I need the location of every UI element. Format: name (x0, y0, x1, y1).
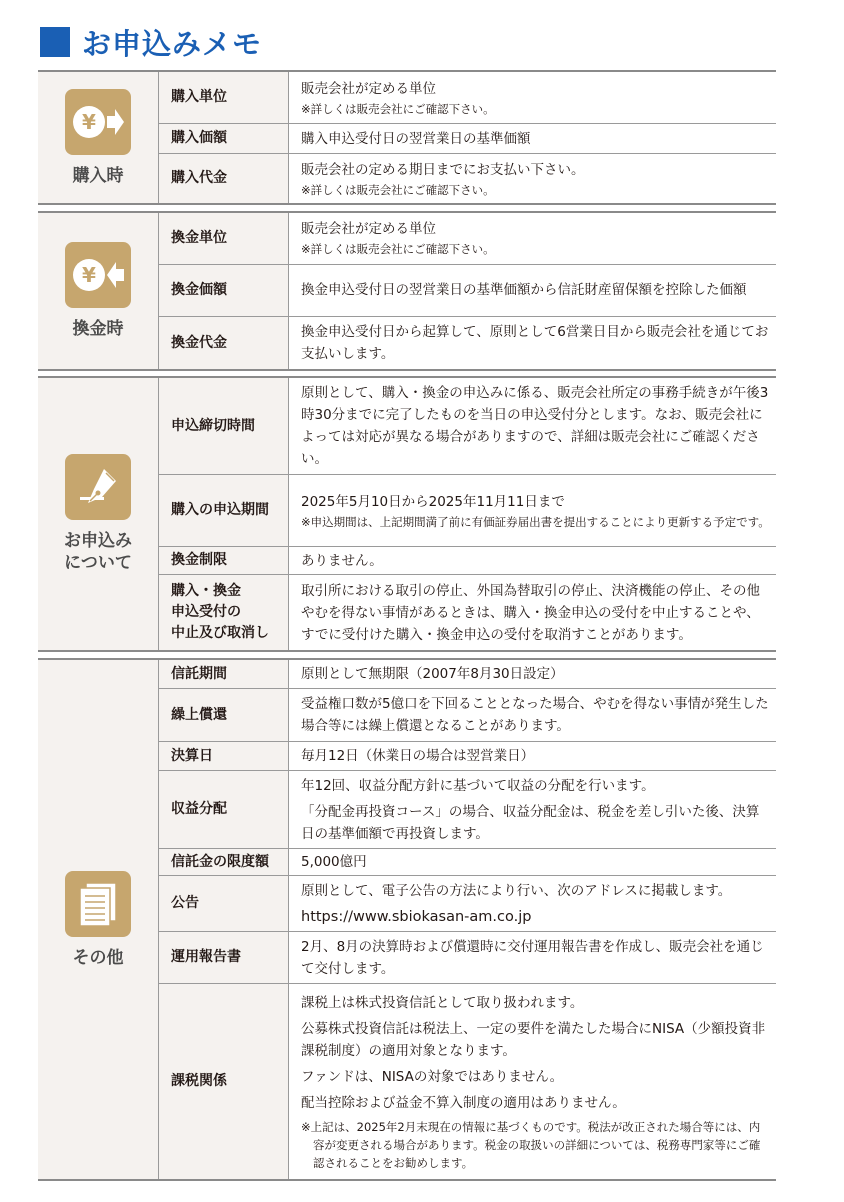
row-label: 信託金の限度額 (159, 849, 289, 875)
svg-text:¥: ¥ (82, 263, 96, 287)
table-row (159, 771, 776, 849)
row-content (289, 984, 776, 1179)
row-text: 換金申込受付日から起算して、原則として6営業日目から販売会社を通じてお支払いします。 (301, 324, 769, 362)
row-label: 公告 (159, 876, 289, 931)
row-label: 購入代金 (159, 154, 289, 203)
row-content (289, 154, 776, 203)
table-row (159, 984, 776, 1179)
page-title-block (40, 22, 262, 62)
row-content (289, 932, 776, 983)
title-square-icon (40, 27, 70, 57)
row-paragraph: 課税上は株式投資信託として取り扱われます。 (301, 994, 584, 1011)
section-rows (159, 660, 776, 1179)
row-label: 換金制限 (159, 547, 289, 574)
row-label: 換金代金 (159, 317, 289, 369)
section-label-cell (38, 378, 159, 650)
row-label: 運用報告書 (159, 932, 289, 983)
row-paragraph: ファンドは、NISAの対象ではありません。 (301, 1068, 564, 1085)
row-content (289, 547, 776, 574)
yen-arrow-in-icon (65, 89, 131, 155)
row-content (289, 849, 776, 875)
website-url: https://www.sbiokasan-am.co.jp (301, 908, 532, 925)
row-paragraph: 原則として、電子公告の方法により行い、次のアドレスに掲載します。 (301, 882, 732, 899)
row-content (289, 124, 776, 153)
row-text: 毎月12日（休業日の場合は翌営業日） (301, 748, 535, 764)
row-text: 取引所における取引の停止、外国為替取引の停止、決済機能の停止、その他やむを得ない事情があるときは、購入・換金申込の受付を中止することや、すでに受付けた購入・換金申込の受付を取消すことがあります。 (301, 582, 760, 643)
table-row (159, 932, 776, 984)
row-content (289, 575, 776, 650)
section-label: お申込み について (64, 531, 132, 573)
row-label: 信託期間 (159, 660, 289, 688)
row-text: 原則として、購入・換金の申込みに係る、販売会社所定の事務手続きが午後3時30分までに完了したものを当日の申込受付分とします。なお、販売会社によっては対応が異なる場合がありますので、詳細は販売会社にご確認ください。 (301, 385, 769, 467)
svg-text:¥: ¥ (82, 109, 96, 134)
table-row (159, 742, 776, 771)
section-label: その他 (72, 947, 124, 968)
row-text: ありません。 (301, 552, 383, 569)
table-row (159, 475, 776, 547)
row-text: 受益権口数が5億口を下回ることとなった場合、やむを得ない事情が発生した場合等には繰上償還となることがあります。 (301, 696, 769, 734)
yen-arrow-out-icon (65, 242, 131, 308)
row-text: 原則として無期限（2007年8月30日設定） (301, 666, 564, 682)
table-row (159, 575, 776, 650)
row-content (289, 265, 776, 317)
row-paragraph: 「分配金再投資コース」の場合、収益分配金は、税金を差し引いた後、決算日の基準価額で再投資します。 (301, 803, 760, 842)
page-title: お申込みメモ (82, 26, 263, 61)
row-text: 5,000億円 (301, 854, 367, 870)
row-note: ※上記は、2025年2月末現在の情報に基づくものです。税法が改正された場合等には、内容が変更される場合があります。税金の取扱いの詳細については、税務専門家等にご確認されることをお勧めします。 (301, 1119, 761, 1170)
document-icon (65, 871, 131, 937)
row-paragraph: 配当控除および益金不算入制度の適用はありません。 (301, 1094, 626, 1111)
row-content (289, 771, 776, 848)
row-label: 換金価額 (159, 265, 289, 317)
row-text: 2月、8月の決算時および償還時に交付運用報告書を作成し、販売会社を通じて交付します。 (301, 938, 764, 977)
table-row (159, 660, 776, 689)
row-note: ※詳しくは販売会社にご確認下さい。 (301, 182, 495, 197)
row-text: 販売会社が定める単位 (301, 80, 436, 97)
row-label: 繰上償還 (159, 689, 289, 741)
row-label: 課税関係 (159, 984, 289, 1179)
row-content (289, 876, 776, 931)
row-text: 2025年5月10日から2025年11月11日まで (301, 493, 565, 510)
table-row (159, 213, 776, 265)
row-label: 申込締切時間 (159, 378, 289, 474)
row-label: 決算日 (159, 742, 289, 770)
table-row (159, 378, 776, 475)
row-content (289, 689, 776, 741)
row-text: 購入申込受付日の翌営業日の基準価額 (301, 130, 531, 147)
row-label: 購入の申込期間 (159, 475, 289, 546)
pen-nib-icon (65, 454, 131, 520)
table-row (159, 547, 776, 575)
row-label: 購入・換金 申込受付の 中止及び取消し (159, 575, 289, 650)
row-label: 購入単位 (159, 72, 289, 123)
row-note: ※申込期間は、上記期間満了前に有価証券届出書を提出することにより更新する予定です。 (301, 514, 770, 529)
row-text: 換金申込受付日の翌営業日の基準価額から信託財産留保額を控除した価額 (301, 282, 747, 299)
row-content (289, 660, 776, 688)
table-row (159, 124, 776, 154)
row-content (289, 213, 776, 264)
section-label-cell (38, 660, 159, 1179)
table-row (159, 849, 776, 876)
table-row (159, 154, 776, 203)
section-label: 換金時 (72, 319, 124, 339)
section-label-cell (38, 213, 159, 369)
table-row (159, 689, 776, 742)
row-note: ※詳しくは販売会社にご確認下さい。 (301, 242, 495, 257)
table-row (159, 72, 776, 124)
row-content (289, 475, 776, 546)
row-paragraph: 公募株式投資信託は税法上、一定の要件を満たした場合にNISA（少額投資非課税制度）の適用対象となります。 (301, 1020, 766, 1059)
row-content (289, 72, 776, 123)
table-row (159, 317, 776, 369)
section-application (38, 376, 776, 652)
row-text: 販売会社が定める単位 (301, 221, 436, 238)
section-rows (159, 72, 776, 203)
row-label: 換金単位 (159, 213, 289, 264)
row-label: 収益分配 (159, 771, 289, 848)
row-label: 購入価額 (159, 124, 289, 153)
row-note: ※詳しくは販売会社にご確認下さい。 (301, 101, 495, 116)
row-paragraph: 年12回、収益分配方針に基づいて収益の分配を行います。 (301, 777, 655, 794)
section-purchase (38, 70, 776, 205)
section-redemption (38, 211, 776, 371)
row-content (289, 317, 776, 369)
row-text: 販売会社の定める期日までにお支払い下さい。 (301, 161, 585, 178)
section-rows (159, 378, 776, 650)
section-rows (159, 213, 776, 369)
section-other (38, 658, 776, 1181)
table-row (159, 876, 776, 932)
row-content (289, 742, 776, 770)
row-content (289, 378, 776, 474)
section-label-cell (38, 72, 159, 203)
section-label: 購入時 (72, 165, 124, 186)
table-row (159, 265, 776, 318)
